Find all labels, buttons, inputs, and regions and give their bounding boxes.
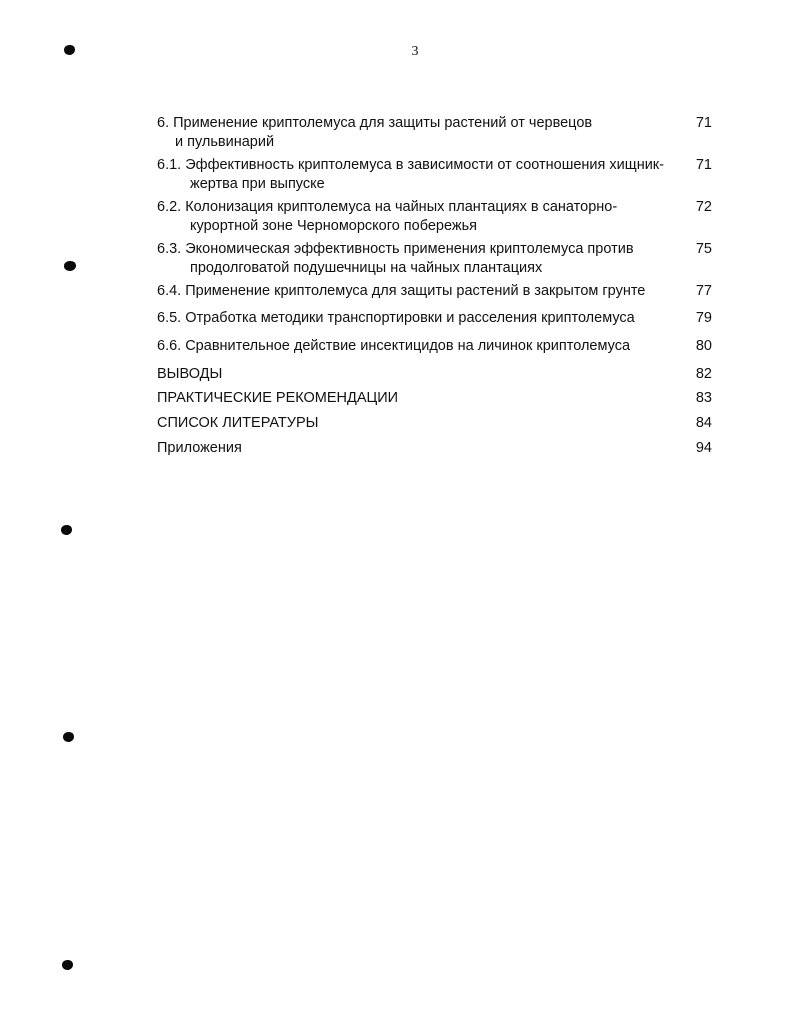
- toc-entry-page: 84: [695, 415, 712, 431]
- toc-entry-6-3: [157, 240, 712, 278]
- toc-entry-title-line: жертва при выпуске: [190, 176, 325, 192]
- punch-hole-mark: [63, 732, 74, 742]
- toc-entry-title: [157, 282, 682, 301]
- toc-entry-recommendations: [157, 389, 712, 408]
- toc-entry-6-5: [157, 309, 712, 328]
- toc-entry-page: 83: [695, 390, 712, 406]
- toc-entry-title-line: Приложения: [157, 440, 242, 456]
- toc-entry-title: [157, 156, 682, 194]
- toc-entry-title-line: 6. Применение криптолемуса для защиты растений от червецов: [157, 115, 593, 131]
- toc-entry-appendices: [157, 439, 712, 458]
- toc-entry-title: [157, 389, 682, 408]
- toc-entry-title: [157, 365, 682, 384]
- toc-entry-6: [157, 114, 712, 152]
- toc-entry-title-line: 6.3. Экономическая эффективность применения криптолемуса против: [157, 241, 634, 257]
- toc-entry-title: [157, 309, 682, 328]
- toc-entry-page: 94: [695, 440, 712, 456]
- toc-entry-title-line: 6.1. Эффективность криптолемуса в зависимости от соотношения хищник-: [157, 157, 664, 173]
- toc-entry-title-line: 6.6. Сравнительное действие инсектицидов на личинок криптолемуса: [157, 338, 631, 354]
- toc-entry-title-line: и пульвинарий: [175, 134, 275, 150]
- toc-entry-title-line: 6.4. Применение криптолемуса для защиты растений в закрытом грунте: [157, 283, 646, 299]
- toc-entry-title-line: 6.2. Колонизация криптолемуса на чайных плантациях в санаторно-: [157, 199, 618, 215]
- punch-hole-mark: [64, 261, 76, 271]
- toc-entry-6-1: [157, 156, 712, 194]
- toc-entry-title-line: ВЫВОДЫ: [157, 366, 223, 382]
- toc-entry-title-line: продолговатой подушечницы на чайных плантациях: [190, 260, 543, 276]
- toc-entry-6-2: [157, 198, 712, 236]
- toc-entry-references: [157, 414, 712, 433]
- toc-entry-page: 75: [695, 241, 712, 257]
- toc-entry-title: [157, 240, 682, 278]
- toc-entry-title-line: СПИСОК ЛИТЕРАТУРЫ: [157, 415, 319, 431]
- toc-entry-title: [157, 114, 682, 152]
- toc-entry-page: 77: [695, 283, 712, 299]
- toc-entry-page: 80: [695, 338, 712, 354]
- toc-entry-6-6: [157, 337, 712, 356]
- punch-hole-mark: [61, 525, 72, 535]
- toc-entry-page: 79: [695, 310, 712, 326]
- toc-entry-title: [157, 414, 682, 433]
- toc-entry-page: 82: [695, 366, 712, 382]
- toc-entry-title-line: 6.5. Отработка методики транспортировки и расселения криптолемуса: [157, 310, 635, 326]
- toc-entry-title: [157, 439, 682, 458]
- toc-entry-title: [157, 198, 682, 236]
- toc-entry-page: 71: [695, 115, 712, 131]
- toc-entry-page: 71: [695, 157, 712, 173]
- toc-entry-title-line: курортной зоне Черноморского побережья: [190, 218, 477, 234]
- punch-hole-mark: [62, 960, 73, 970]
- page-number: 3: [411, 44, 419, 59]
- toc-entry-title-line: ПРАКТИЧЕСКИЕ РЕКОМЕНДАЦИИ: [157, 390, 399, 406]
- toc-entry-conclusions: [157, 365, 712, 384]
- toc-entry-page: 72: [695, 199, 712, 215]
- toc-entry-6-4: [157, 282, 712, 301]
- toc-entry-title: [157, 337, 682, 356]
